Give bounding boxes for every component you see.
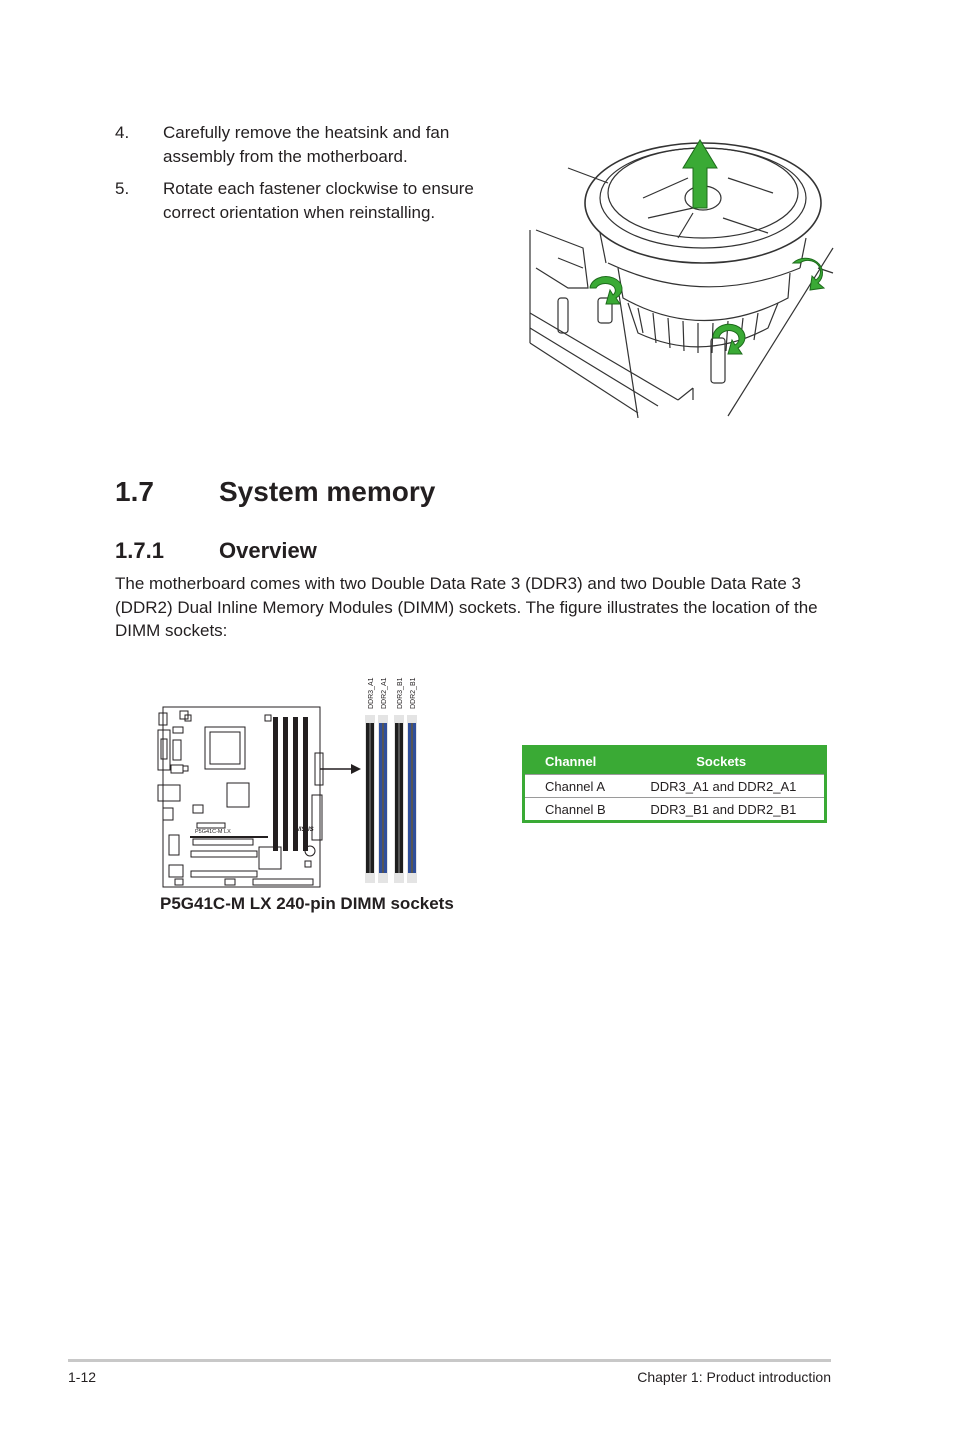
section-number: 1.7 (115, 476, 154, 507)
step-text: Carefully remove the heatsink and fan assembly from the motherboard. (163, 123, 450, 166)
dimm-slot-label: DDR2_A1 (381, 677, 388, 709)
dimm-slot-keyline (382, 723, 384, 873)
dimm-slot-keyline (369, 723, 371, 873)
table-row (524, 775, 826, 798)
page-number: 1-12 (68, 1369, 97, 1385)
heatsink-fan-illustration (528, 138, 838, 418)
dimm-slot-keyline (411, 723, 413, 873)
arrow-right-icon (351, 764, 361, 774)
dimm-slot-labels (368, 677, 417, 709)
dimm-slot-keyline (398, 723, 400, 873)
dimm-slot-label: DDR2_B1 (410, 677, 417, 709)
table-header-row (524, 747, 826, 775)
table-row (524, 798, 826, 822)
subsection-title: Overview (219, 538, 317, 563)
dimm-slot-label: DDR3_A1 (368, 677, 375, 709)
chapter-label: Chapter 1: Product introduction (637, 1369, 831, 1385)
table-cell: DDR3_A1 and DDR2_A1 (618, 775, 825, 798)
step-number: 4. (115, 123, 130, 142)
step-text: Rotate each fastener clockwise to ensure correct orientation when reinstalling. (163, 179, 474, 222)
overview-paragraph: The motherboard comes with two Double Data Rate 3 (DDR3) and two Double Data Rate 3 (DDR2) Dual Inline Memory Modules (DIMM) sockets. The figure illustrates the location of the DIMM sockets: (115, 574, 818, 640)
subsection-heading (115, 538, 317, 564)
footer-divider (68, 1359, 831, 1362)
arrow-up-icon (683, 140, 717, 208)
clockwise-rotate-icon (793, 258, 824, 290)
header-channel: Channel (524, 747, 619, 775)
figure-caption: P5G41C-M LX 240-pin DIMM sockets (160, 894, 454, 913)
table-cell: Channel B (524, 798, 619, 822)
section-title: System memory (219, 476, 436, 507)
table-cell: Channel A (524, 775, 619, 798)
step-number: 5. (115, 179, 130, 198)
section-heading (115, 476, 435, 508)
motherboard-layout-figure (155, 665, 425, 895)
brand-logo: /ISUS (298, 827, 314, 833)
header-sockets: Sockets (618, 747, 825, 775)
dimm-slot-label: DDR3_B1 (397, 677, 404, 709)
channel-sockets-table (522, 745, 827, 823)
table-cell: DDR3_B1 and DDR2_B1 (618, 798, 825, 822)
board-label: P5G41C-M LX (195, 829, 231, 835)
clockwise-rotate-icon (590, 277, 622, 304)
dimm-slots (365, 715, 417, 883)
subsection-number: 1.7.1 (115, 538, 164, 563)
clockwise-rotate-icon (713, 324, 745, 354)
